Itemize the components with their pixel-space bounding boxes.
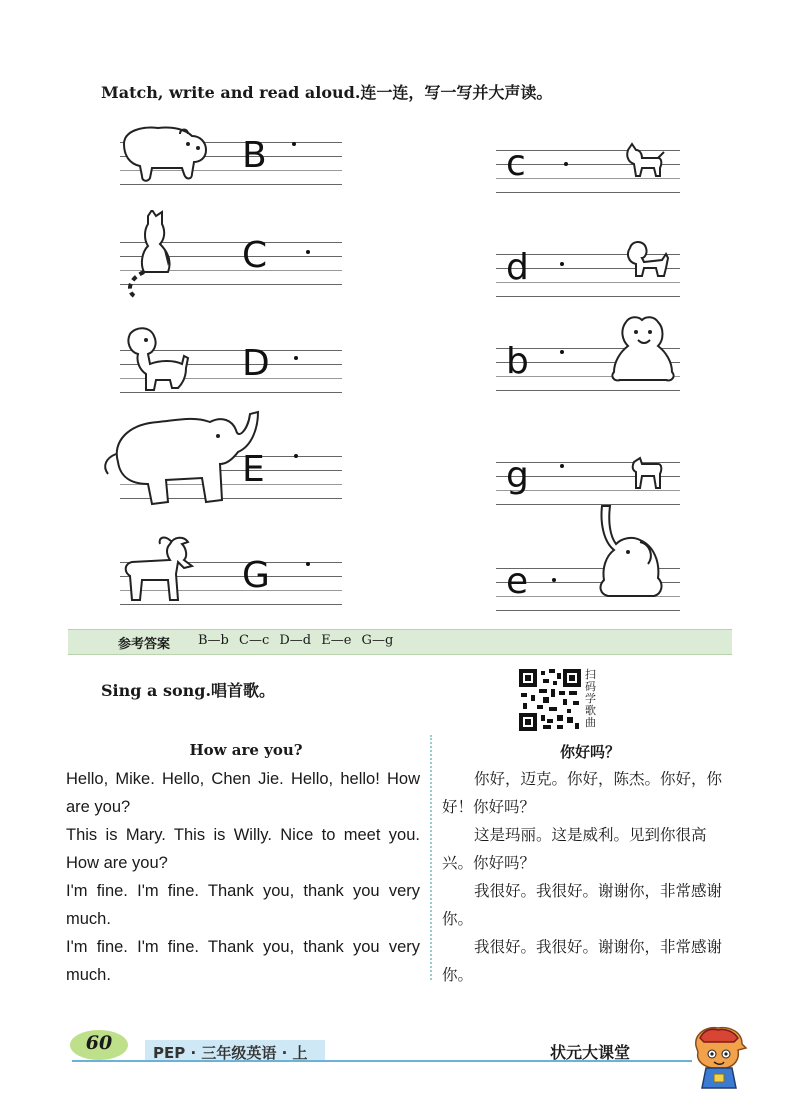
match-dot[interactable] [560, 464, 564, 468]
match-heading: Match, write and read aloud.连一连，写一写并大声读。 [101, 83, 553, 102]
left-row-c [120, 232, 342, 292]
elephant-icon [588, 502, 668, 606]
answer-text: B—b C—c D—d E—e G—g [198, 633, 394, 648]
lyric-line: 我很好。我很好。谢谢你，非常感谢你。 [442, 882, 723, 928]
lyric-line: 你好，迈克。你好，陈杰。你好，你好！你好吗？ [442, 770, 723, 816]
letter-lower-g: g [506, 455, 529, 496]
answer-label: 参考答案 [118, 637, 171, 652]
lyric-line: 这是玛丽。这是威利。见到你很高兴。你好吗？ [442, 826, 707, 872]
match-dot[interactable] [560, 350, 564, 354]
lyric-line: Hello, Mike. Hello, Chen Jie. Hello, hello! How are you? [66, 770, 420, 816]
letter-upper-d: D [242, 343, 270, 384]
song-heading: Sing a song.唱首歌。 [101, 681, 276, 700]
english-lyrics [66, 765, 420, 989]
qr-code-icon[interactable] [519, 669, 581, 731]
right-row-d [496, 244, 680, 304]
qr-note: 扫码学歌曲 [585, 668, 596, 729]
lyric-line: 我很好。我很好。谢谢你，非常感谢你。 [442, 938, 723, 984]
lyric-line: I'm fine. I'm fine. Thank you, thank you very much. [66, 882, 420, 928]
column-divider [430, 735, 432, 980]
chinese-lyrics [442, 765, 736, 989]
letter-upper-g: G [242, 555, 270, 596]
match-dot[interactable] [294, 356, 298, 360]
letter-lower-b: b [506, 341, 529, 382]
right-row-c [496, 140, 680, 200]
left-row-d [120, 340, 342, 400]
mascot-icon [688, 1024, 750, 1092]
brand-name: 状元大课堂 [550, 1043, 631, 1062]
letter-lower-d: d [506, 247, 529, 288]
goat-icon [120, 534, 200, 608]
lyric-line: I'm fine. I'm fine. Thank you, thank you very much. [66, 938, 420, 984]
goat-icon [630, 456, 666, 494]
cat-icon [120, 210, 180, 306]
match-dot[interactable] [560, 262, 564, 266]
match-dot[interactable] [552, 578, 556, 582]
elephant-icon [98, 402, 268, 514]
left-row-e [120, 446, 342, 506]
match-dot[interactable] [294, 454, 298, 458]
match-dot[interactable] [564, 162, 568, 166]
bear-icon [118, 122, 210, 186]
letter-upper-c: C [242, 235, 268, 276]
dog-icon [120, 324, 192, 396]
letter-upper-e: E [242, 449, 265, 490]
letter-lower-c: c [506, 143, 526, 184]
right-row-e [496, 558, 680, 618]
cat-icon [622, 142, 666, 178]
book-title: PEP · 三年级英语 · 上 [153, 1044, 308, 1062]
left-row-g [120, 552, 342, 612]
match-dot[interactable] [292, 142, 296, 146]
chinese-song-title: 你好吗？ [559, 743, 620, 761]
dog-icon [624, 238, 674, 278]
bear-icon [606, 314, 682, 386]
right-row-b [496, 338, 680, 398]
left-row-b [120, 132, 342, 192]
match-dot[interactable] [306, 250, 310, 254]
page-number: 60 [85, 1032, 113, 1054]
match-dot[interactable] [306, 562, 310, 566]
lyric-line: This is Mary. This is Willy. Nice to meet you. How are you? [66, 826, 420, 872]
letter-upper-b: B [242, 135, 267, 176]
english-song-title: How are you? [189, 741, 303, 759]
letter-lower-e: e [506, 561, 529, 602]
